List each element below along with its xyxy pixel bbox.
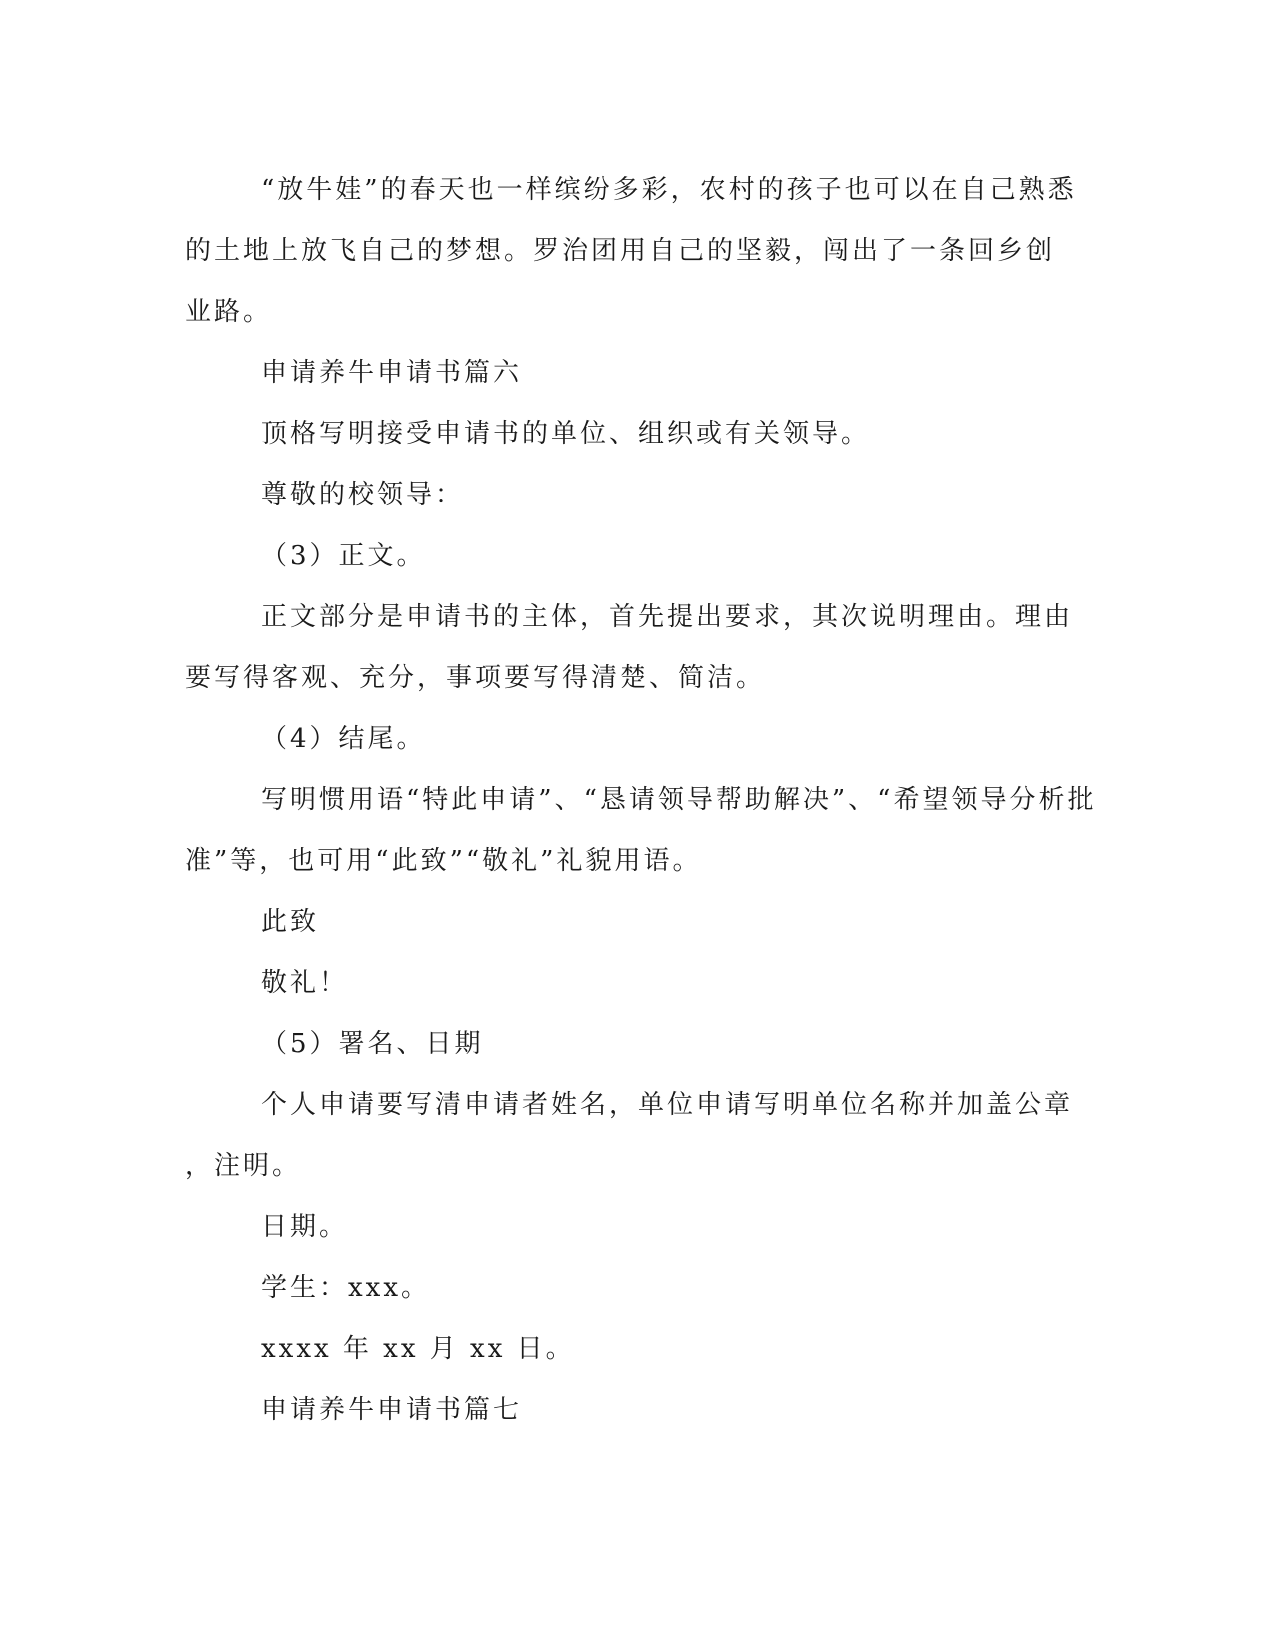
closing-phrase: 此致	[261, 907, 320, 937]
text-line: 正文部分是申请书的主体，首先提出要求，其次说明理由。理由	[261, 602, 1074, 632]
text-line: 个人申请要写清申请者姓名，单位申请写明单位名称并加盖公章	[261, 1090, 1074, 1120]
text-line: 准”等，也可用“此致”“敬礼”礼貌用语。	[185, 846, 702, 876]
paragraph-addressee-instruction: 顶格写明接受申请书的单位、组织或有关领导。	[261, 419, 871, 449]
text-line: 要写得客观、充分，事项要写得清楚、简洁。	[185, 663, 766, 693]
date-label: 日期。	[261, 1212, 349, 1242]
document-body	[185, 160, 1097, 1441]
text-line: ，注明。	[185, 1151, 302, 1181]
section-heading-part-seven: 申请养牛申请书篇七	[261, 1395, 523, 1425]
text-line: 业路。	[185, 297, 273, 327]
student-signature: 学生：xxx。	[261, 1273, 430, 1303]
salutation: 尊敬的校领导：	[261, 480, 465, 510]
item-ending-heading: （4）结尾。	[261, 724, 426, 754]
paragraph-signature-description	[185, 1075, 1075, 1197]
date-value: xxxx 年 xx 月 xx 日。	[261, 1334, 575, 1364]
text-line: 的土地上放飞自己的梦想。罗治团用自己的坚毅，闯出了一条回乡创	[185, 236, 1056, 266]
paragraph-ending-phrases	[185, 770, 1097, 892]
text-line: “放牛娃”的春天也一样缤纷多彩，农村的孩子也可以在自己熟悉	[261, 175, 1077, 205]
item-body-heading: （3）正文。	[261, 541, 426, 571]
paragraph-body-description	[185, 587, 1075, 709]
section-heading-part-six: 申请养牛申请书篇六	[261, 358, 523, 388]
text-line: 写明惯用语“特此申请”、“恳请领导帮助解决”、“希望领导分析批	[261, 785, 1097, 815]
closing-salute: 敬礼！	[261, 968, 349, 998]
item-signature-heading: （5）署名、日期	[261, 1029, 484, 1059]
paragraph-spring-story	[185, 160, 1075, 343]
